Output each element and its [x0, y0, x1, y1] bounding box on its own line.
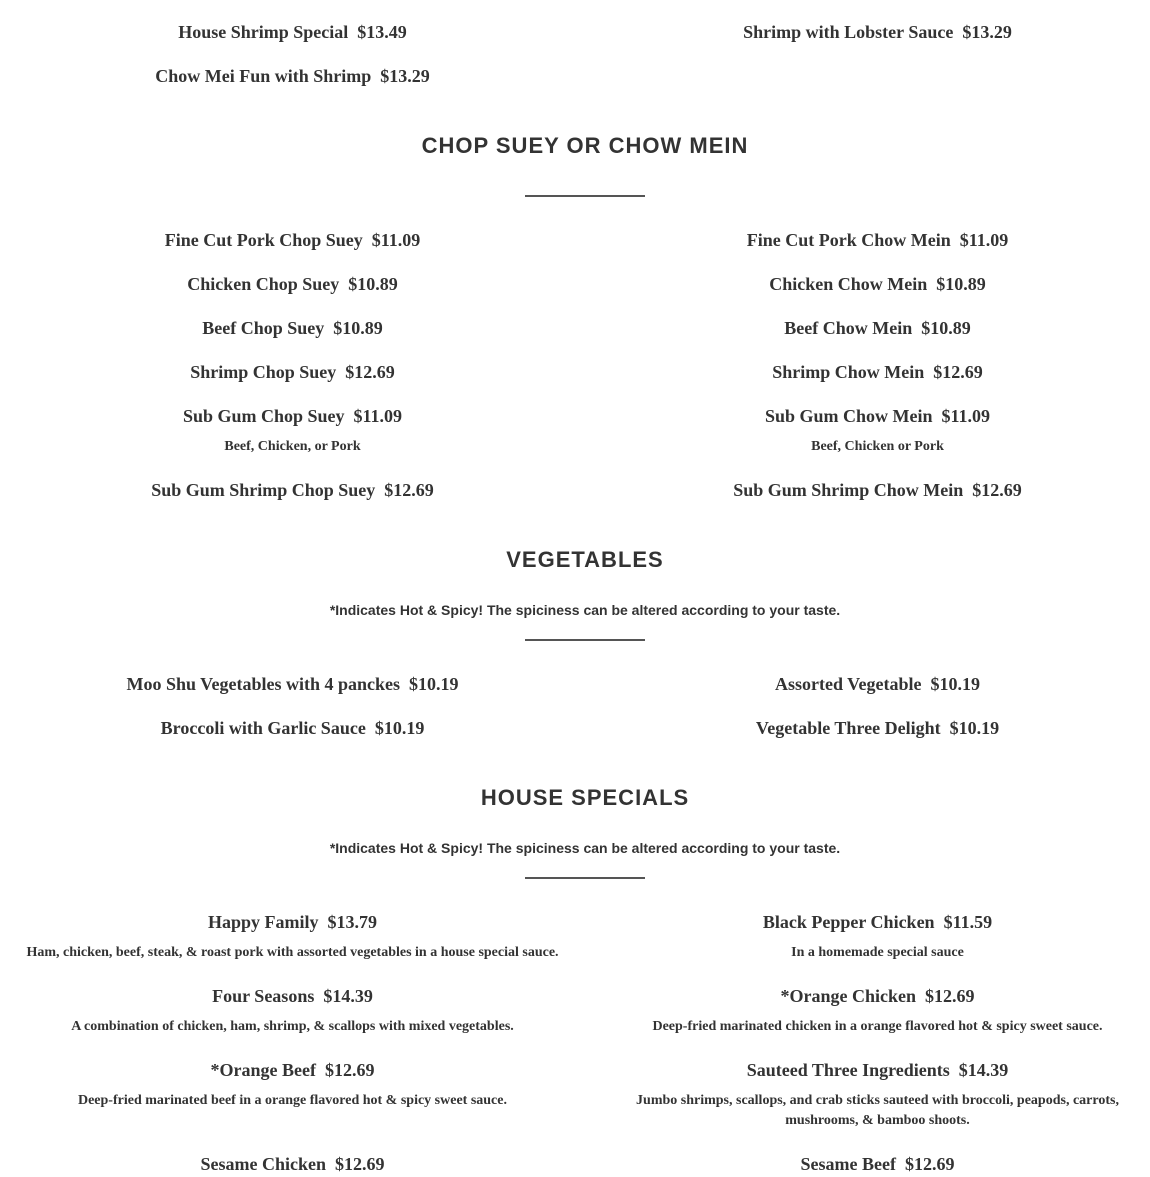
item-description: Ham, chicken, beef, steak, & roast pork with assorted vegetables in a house special sauce. — [26, 945, 559, 960]
menu-item — [585, 1153, 1150, 1175]
item-price: $13.29 — [380, 66, 430, 86]
menu-item — [585, 985, 1150, 1007]
item-price: $13.29 — [962, 22, 1012, 42]
menu-item — [0, 21, 585, 43]
menu-item — [0, 1059, 585, 1081]
item-price: $12.69 — [324, 1060, 375, 1080]
section-title: HOUSE SPECIALS — [480, 785, 690, 810]
item-name: Sauteed Three Ingredients — [746, 1060, 950, 1080]
item-price: $13.49 — [357, 22, 407, 42]
item-name: House Shrimp Special — [178, 22, 349, 42]
item-name: Sesame Beef — [800, 1154, 896, 1174]
item-price: $12.69 — [345, 362, 395, 382]
menu-item — [585, 717, 1150, 739]
item-price: $10.89 — [333, 318, 383, 338]
menu-item — [585, 479, 1150, 501]
item-name: Sub Gum Shrimp Chow Mein — [733, 480, 964, 500]
item-name: Broccoli with Garlic Sauce — [160, 718, 366, 738]
item-price: $12.69 — [335, 1154, 385, 1174]
item-name: *Orange Chicken — [780, 986, 916, 1006]
menu-item — [585, 405, 1150, 427]
item-price: $10.89 — [936, 274, 986, 294]
menu-item — [0, 911, 585, 933]
item-name: Shrimp Chow Mein — [772, 362, 925, 382]
item-description: Jumbo shrimps, scallops, and crab sticks sauteed with broccoli, peapods, carrots, mushrooms, & bamboo shoots. — [636, 1093, 1119, 1128]
menu-item — [585, 317, 1150, 339]
item-name: Shrimp Chop Suey — [190, 362, 337, 382]
item-description: Deep-fried marinated beef in a orange flavored hot & spicy sweet sauce. — [77, 1093, 507, 1108]
item-description: A combination of chicken, ham, shrimp, & scallops with mixed vegetables. — [71, 1019, 514, 1034]
item-description: In a homemade special sauce — [791, 945, 964, 960]
menu-item — [585, 229, 1150, 251]
menu-item — [0, 985, 585, 1007]
item-price: $13.79 — [327, 912, 377, 932]
item-name: Assorted Vegetable — [775, 674, 922, 694]
menu-item — [585, 361, 1150, 383]
item-price: $12.69 — [933, 362, 983, 382]
item-name: Black Pepper Chicken — [762, 912, 935, 932]
item-description: Deep-fried marinated chicken in a orange flavored hot & spicy sweet sauce. — [652, 1019, 1103, 1034]
item-name: Shrimp with Lobster Sauce — [743, 22, 954, 42]
item-price: $11.09 — [371, 230, 421, 250]
item-name: Vegetable Three Delight — [755, 718, 941, 738]
item-price: $10.19 — [930, 674, 980, 694]
item-price: $12.69 — [972, 480, 1022, 500]
item-name: Chicken Chop Suey — [187, 274, 340, 294]
item-name: Sub Gum Chow Mein — [764, 406, 933, 426]
menu-item — [585, 673, 1150, 695]
item-name: Happy Family — [207, 912, 319, 932]
item-price: $11.09 — [353, 406, 403, 426]
item-name: *Orange Beef — [210, 1060, 316, 1080]
item-price: $10.19 — [409, 674, 459, 694]
item-price: $12.69 — [904, 1154, 955, 1174]
menu-item — [0, 1153, 585, 1175]
item-price: $10.89 — [921, 318, 971, 338]
item-price: $14.39 — [323, 986, 373, 1006]
menu-item — [0, 673, 585, 695]
item-description: Beef, Chicken, or Pork — [224, 439, 361, 454]
item-price: $10.19 — [949, 718, 1000, 738]
menu-item — [0, 229, 585, 251]
item-name: Chicken Chow Mein — [769, 274, 928, 294]
item-price: $10.89 — [348, 274, 398, 294]
menu-item — [0, 65, 585, 87]
section-divider — [525, 195, 645, 197]
section-divider — [525, 639, 645, 641]
item-price: $12.69 — [925, 986, 975, 1006]
item-name: Sub Gum Shrimp Chop Suey — [151, 480, 376, 500]
menu-item — [0, 717, 585, 739]
menu-item — [0, 273, 585, 295]
item-name: Beef Chow Mein — [784, 318, 913, 338]
item-name: Fine Cut Pork Chop Suey — [164, 230, 363, 250]
menu-item — [0, 479, 585, 501]
item-price: $11.09 — [941, 406, 991, 426]
item-name: Four Seasons — [212, 986, 315, 1006]
item-price: $10.19 — [374, 718, 425, 738]
item-description: Beef, Chicken or Pork — [811, 439, 944, 454]
section-divider — [525, 877, 645, 879]
item-name: Beef Chop Suey — [202, 318, 325, 338]
spicy-note: *Indicates Hot & Spicy! The spiciness can be altered according to your taste. — [329, 840, 841, 856]
item-price: $12.69 — [384, 480, 434, 500]
item-name: Moo Shu Vegetables with 4 panckes — [126, 674, 401, 694]
item-name: Sesame Chicken — [200, 1154, 326, 1174]
menu-item — [0, 317, 585, 339]
item-price: $11.09 — [959, 230, 1009, 250]
item-name: Sub Gum Chop Suey — [182, 406, 345, 426]
menu-item — [0, 405, 585, 427]
menu-item — [585, 1059, 1150, 1081]
item-name: Chow Mei Fun with Shrimp — [155, 66, 372, 86]
menu-item — [585, 911, 1150, 933]
menu-item — [585, 273, 1150, 295]
menu-item — [0, 361, 585, 383]
section-title: CHOP SUEY OR CHOW MEIN — [421, 133, 749, 158]
item-name: Fine Cut Pork Chow Mein — [746, 230, 951, 250]
section-title: VEGETABLES — [506, 547, 664, 572]
item-price: $11.59 — [943, 912, 993, 932]
menu-item — [585, 21, 1150, 43]
item-price: $14.39 — [958, 1060, 1009, 1080]
spicy-note: *Indicates Hot & Spicy! The spiciness can be altered according to your taste. — [329, 602, 841, 618]
